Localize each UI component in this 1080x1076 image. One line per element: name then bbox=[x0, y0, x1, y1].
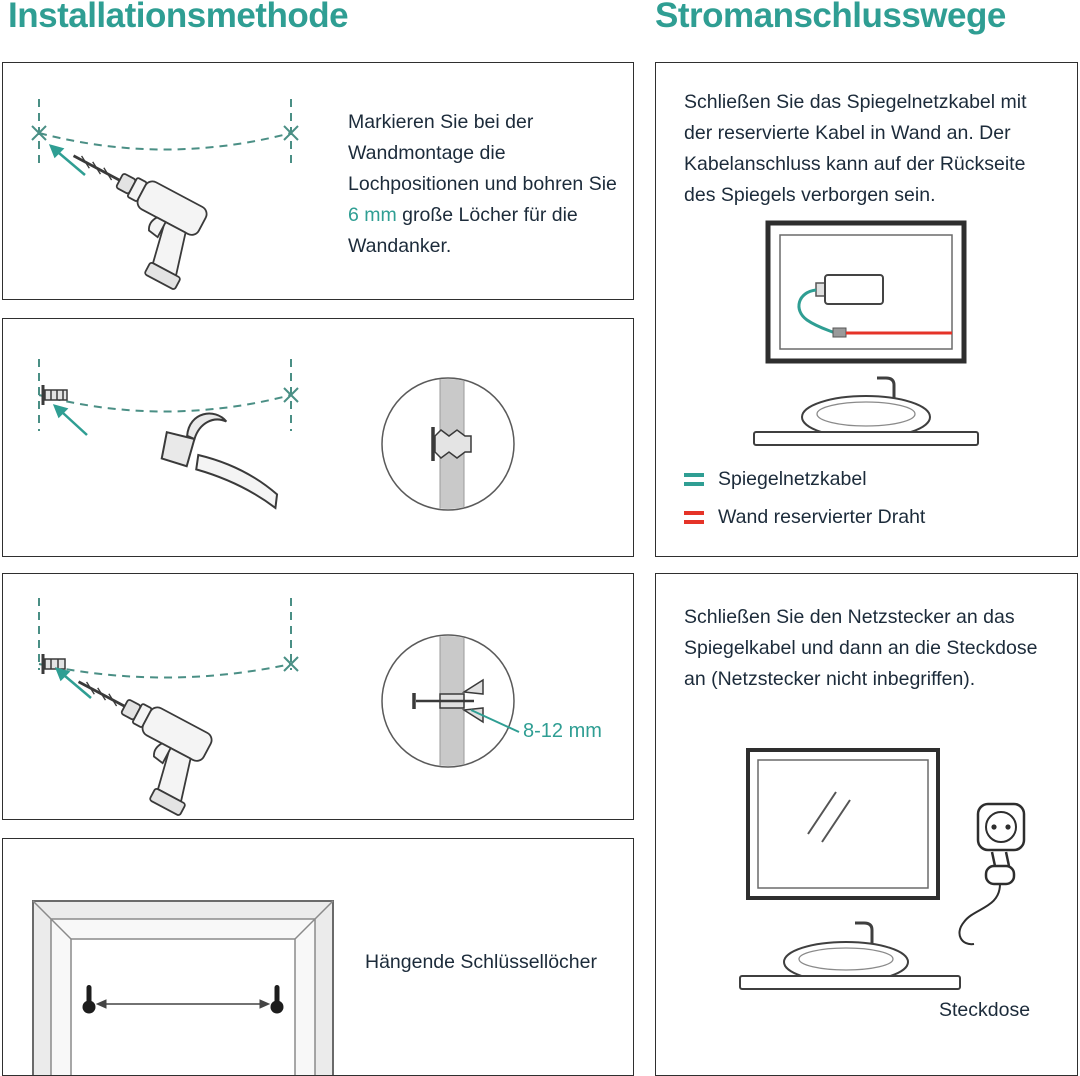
left-column-title: Installationsmethode bbox=[8, 0, 349, 35]
drill-icon bbox=[40, 142, 215, 290]
led-driver-box bbox=[825, 275, 883, 304]
mirror-front bbox=[748, 750, 938, 898]
panel-plug-socket bbox=[655, 573, 1078, 1076]
panel-mark-positions bbox=[2, 62, 634, 300]
driver-tab bbox=[816, 283, 825, 296]
plug-cable bbox=[959, 884, 1000, 944]
step1-instruction-text bbox=[348, 107, 623, 262]
power-step2-text: Schließen Sie den Netzstecker an das Spiegelkabel und dann an die Steckdose an (Netzstecker nicht inbegriffen). bbox=[684, 606, 1038, 690]
sink-illustration bbox=[754, 378, 978, 445]
hammer-anchor-illustration bbox=[3, 319, 633, 556]
legend-label: Wand reservierter Draht bbox=[718, 506, 926, 528]
depth-label: 8-12 mm bbox=[523, 720, 602, 742]
step1-size-highlight: 6 mm bbox=[348, 204, 397, 226]
mirror-plug-illustration bbox=[656, 742, 1077, 994]
panel-hanging-keyholes bbox=[2, 838, 634, 1076]
wall-wire-legend-icon bbox=[684, 511, 704, 524]
keyholes-caption: Hängende Schlüssellöcher bbox=[365, 951, 597, 973]
direction-arrow-icon bbox=[57, 669, 91, 698]
drill-hole-marks bbox=[39, 598, 298, 678]
panel-hammer-anchor bbox=[2, 318, 634, 557]
mirror-cable-illustration bbox=[656, 213, 1077, 463]
step1-text-part2: große Löcher für die Wandanker. bbox=[348, 204, 578, 257]
panel-anchor-depth bbox=[2, 573, 634, 820]
mirror-back-frame bbox=[33, 901, 333, 1075]
drill-marking-illustration bbox=[3, 63, 343, 299]
plug-icon bbox=[959, 852, 1014, 944]
hammer-icon bbox=[156, 399, 300, 509]
mirror-cable-legend-icon bbox=[684, 473, 704, 486]
drill-hole-marks bbox=[32, 99, 298, 167]
legend-item-wall-wire bbox=[684, 506, 925, 529]
anchor-depth-illustration bbox=[3, 574, 633, 819]
step1-text-part1: Markieren Sie bei der Wandmontage die Lochpositionen und bohren Sie bbox=[348, 111, 617, 195]
panel-cable-connection bbox=[655, 62, 1078, 557]
cable-connector bbox=[833, 328, 846, 337]
drill-hole-marks bbox=[39, 359, 298, 431]
direction-arrow-icon bbox=[55, 406, 87, 435]
socket-icon bbox=[978, 804, 1024, 850]
socket-label: Steckdose bbox=[939, 999, 1031, 1021]
anchor-zoom-detail bbox=[382, 378, 514, 510]
drill-icon bbox=[45, 668, 220, 816]
mirror-with-driver bbox=[768, 223, 964, 361]
legend-item-mirror-cable bbox=[684, 468, 867, 491]
sink-illustration bbox=[740, 923, 960, 989]
wall-anchor-icon bbox=[43, 385, 67, 405]
anchor-zoom-detail bbox=[382, 635, 519, 767]
power-step1-text: Schließen Sie das Spiegelnetzkabel mit der reservierte Kabel in Wand an. Der Kabelanschluss kann auf der Rückseite des Spiegels verborgen sein. bbox=[684, 91, 1027, 206]
legend-label: Spiegelnetzkabel bbox=[718, 468, 867, 490]
right-column-title: Stromanschlusswege bbox=[655, 0, 1006, 35]
